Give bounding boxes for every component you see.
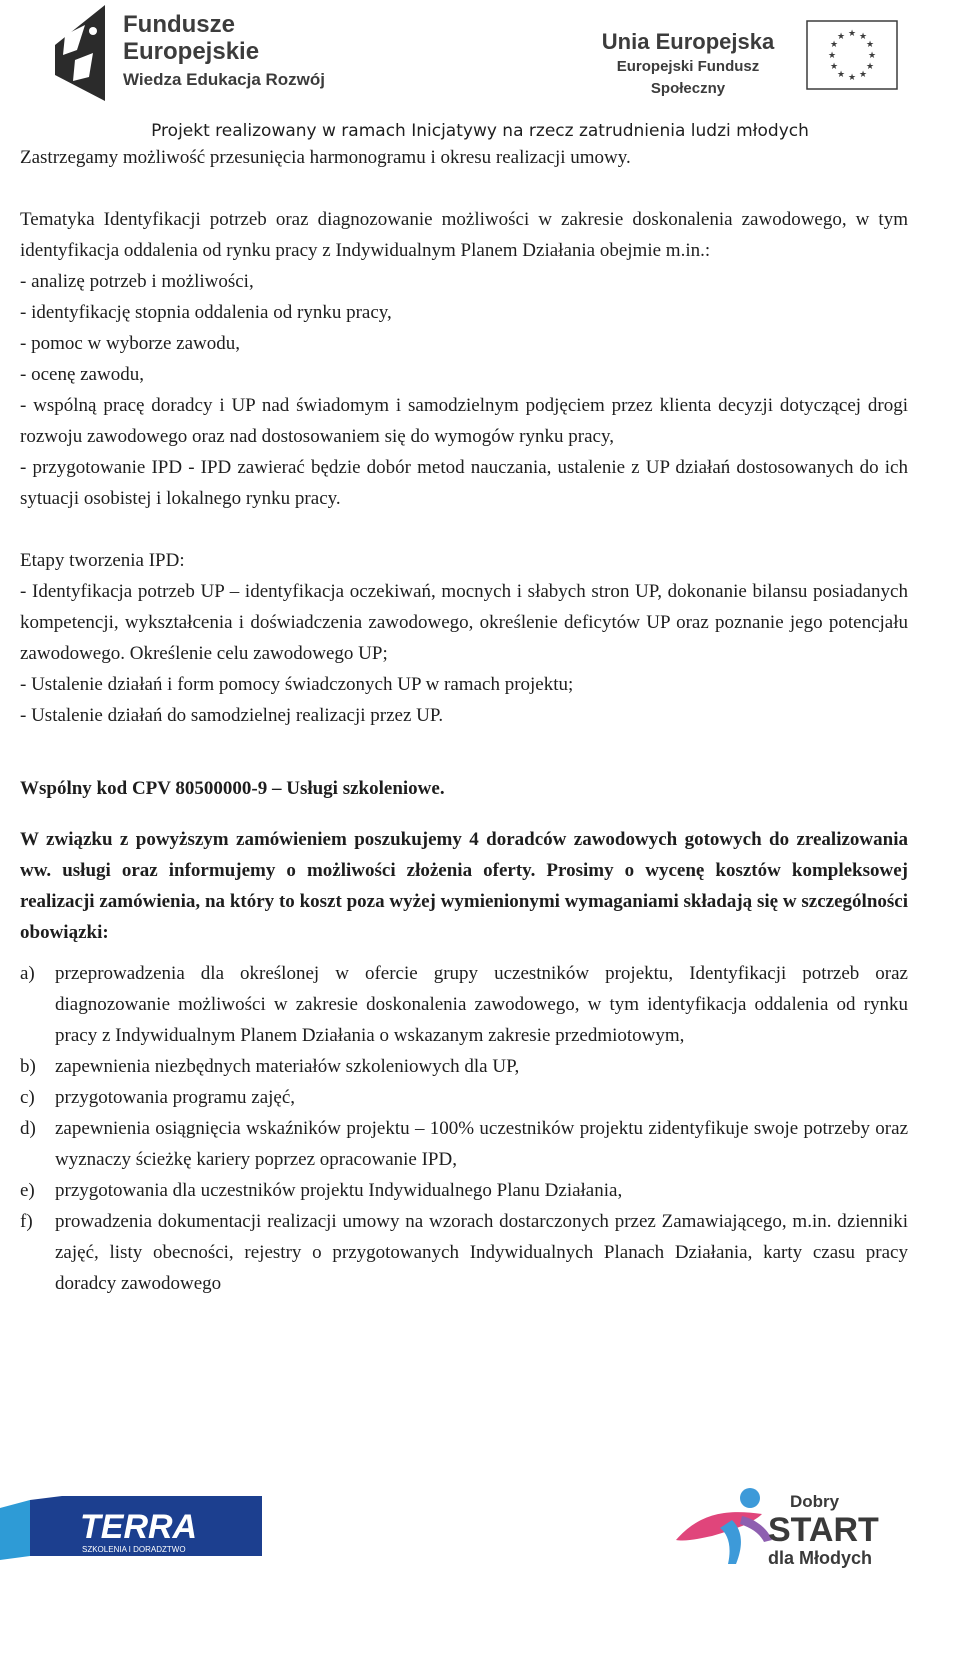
dash-item: - analizę potrzeb i możliwości, (20, 271, 254, 292)
project-line: Projekt realizowany w ramach Inicjatywy na rzecz zatrudnienia ludzi młodych (151, 121, 809, 141)
svg-text:★: ★ (865, 40, 875, 50)
stage-item: - Identyfikacja potrzeb UP – identyfikacja oczekiwań, mocnych i słabych stron UP, dokonanie bilansu posiadanych kompetencji, wykształcenia i doświadczenia zawodowego, określenie deficytów UP oraz poznanie jego potencjału zawodowego. Określenie celu zawodowego UP; (20, 581, 908, 664)
svg-text:★: ★ (836, 32, 846, 42)
terra-logo (0, 1494, 270, 1564)
topic-paragraph: Tematyka Identyfikacji potrzeb oraz diagnozowanie możliwości w zakresie doskonalenia zawodowego, w tym identyfikacja oddalenia od rynku pracy z Indywidualnym Planem Działania obejmie m.in.: (20, 209, 908, 261)
svg-text:★: ★ (829, 62, 839, 72)
dobry-start-figure-icon (672, 1480, 782, 1570)
list-item-text: zapewnienia niezbędnych materiałów szkoleniowych dla UP, (55, 1056, 520, 1077)
dobry-start-logo (672, 1480, 922, 1570)
list-item (20, 1082, 908, 1113)
svg-text:★: ★ (847, 29, 857, 39)
dash-item: - identyfikację stopnia oddalenia od rynku pracy, (20, 302, 392, 323)
list-marker: f) (20, 1211, 33, 1232)
schedule-note: Zastrzegamy możliwość przesunięcia harmonogramu i okresu realizacji umowy. (20, 147, 631, 168)
page-header (0, 0, 960, 141)
stages-heading: Etapy tworzenia IPD: (20, 550, 185, 571)
list-marker: d) (20, 1118, 36, 1139)
ue-logo-text (578, 28, 798, 100)
terra-logo-icon (0, 1494, 270, 1564)
svg-text:★: ★ (867, 51, 877, 61)
svg-text:★: ★ (865, 62, 875, 72)
fe-logo-line2: Europejskie (123, 38, 260, 65)
ue-logo-line1: Unia Europejska (601, 29, 775, 54)
svg-text:★: ★ (858, 32, 868, 42)
dash-item: - ocenę zawodu, (20, 364, 144, 385)
svg-text:★: ★ (847, 73, 857, 83)
fe-logo-line3: Wiedza Edukacja Rozwój (123, 70, 325, 89)
list-marker: c) (20, 1087, 35, 1108)
terra-name: TERRA (80, 1508, 198, 1546)
stage-item: - Ustalenie działań i form pomocy świadczonych UP w ramach projektu; (20, 674, 574, 695)
list-item (20, 1113, 908, 1175)
list-item-text: przygotowania programu zajęć, (55, 1087, 296, 1108)
dash-item: - przygotowanie IPD - IPD zawierać będzie dobór metod nauczania, ustalenie z UP działań dostosowanych do ich sytuacji osobistej i lokalnego rynku pracy. (20, 457, 908, 509)
stage-item: - Ustalenie działań do samodzielnej realizacji przez UP. (20, 705, 444, 726)
dobry-start-text (768, 1492, 879, 1568)
cpv-code: Wspólny kod CPV 80500000-9 – Usługi szkoleniowe. (20, 778, 445, 799)
list-item-text: prowadzenia dokumentacji realizacji umowy na wzorach dostarczonych przez Zamawiającego, m.in. dzienniki zajęć, listy obecności, rejestry o przygotowanych Indywidualnych Planach Działania, karty czasu pracy doradcy zawodowego (55, 1211, 908, 1294)
document-body (20, 142, 908, 1299)
list-item-text: przeprowadzenia dla określonej w ofercie grupy uczestników projektu, Identyfikacji potrzeb oraz diagnozowanie możliwości w zakresie doskonalenia zawodowego, w tym identyfikacja oddalenia od rynku pracy z Indywidualnym Planem Działania o wskazanym zakresie przedmiotowym, (55, 963, 908, 1046)
list-marker: e) (20, 1180, 35, 1201)
dobry-line3: dla Młodych (768, 1548, 873, 1568)
svg-text:★: ★ (827, 51, 837, 61)
svg-text:★: ★ (836, 70, 846, 80)
list-marker: a) (20, 963, 35, 984)
request-paragraph: W związku z powyższym zamówieniem poszukujemy 4 doradców zawodowych gotowych do zrealizowania ww. usługi oraz informujemy o możliwości złożenia oferty. Prosimy o wycenę kosztów kompleksowej realizacji zamówienia, na który to koszt poza wyżej wymienionymi wymaganiami składają się w szczególności obowiązki: (20, 829, 908, 943)
svg-text:★: ★ (829, 40, 839, 50)
fe-logo-line1: Fundusze (123, 11, 235, 38)
unia-europejska-logo (578, 20, 898, 100)
list-item (20, 958, 908, 1051)
obligations-list (20, 958, 908, 1299)
eu-flag-icon (806, 20, 898, 90)
list-item-text: zapewnienia osiągnięcia wskaźników projektu – 100% uczestników projektu zidentyfikuje swoje potrzeby oraz wyznaczy ścieżkę kariery poprzez opracowanie IPD, (55, 1118, 908, 1170)
list-marker: b) (20, 1056, 36, 1077)
fundusze-europejskie-logo (55, 5, 345, 105)
dash-item: - wspólną pracę doradcy i UP nad świadomym i samodzielnym podjęciem przez klienta decyzji dotyczącej drogi rozwoju zawodowego oraz nad dostosowaniem się do wymogów rynku pracy, (20, 395, 908, 447)
dobry-line1: Dobry (790, 1492, 840, 1511)
terra-tagline: SZKOLENIA I DORADZTWO (82, 1545, 186, 1554)
svg-text:★: ★ (858, 70, 868, 80)
list-item (20, 1051, 908, 1082)
fundusze-europejskie-text (123, 11, 325, 92)
list-item (20, 1175, 908, 1206)
ue-logo-line2: Europejski Fundusz Społeczny (616, 58, 760, 97)
dobry-line2: START (768, 1511, 879, 1549)
list-item-text: przygotowania dla uczestników projektu Indywidualnego Planu Działania, (55, 1180, 623, 1201)
list-item (20, 1206, 908, 1299)
fundusze-europejskie-mark-icon (55, 5, 115, 101)
dash-item: - pomoc w wyborze zawodu, (20, 333, 241, 354)
